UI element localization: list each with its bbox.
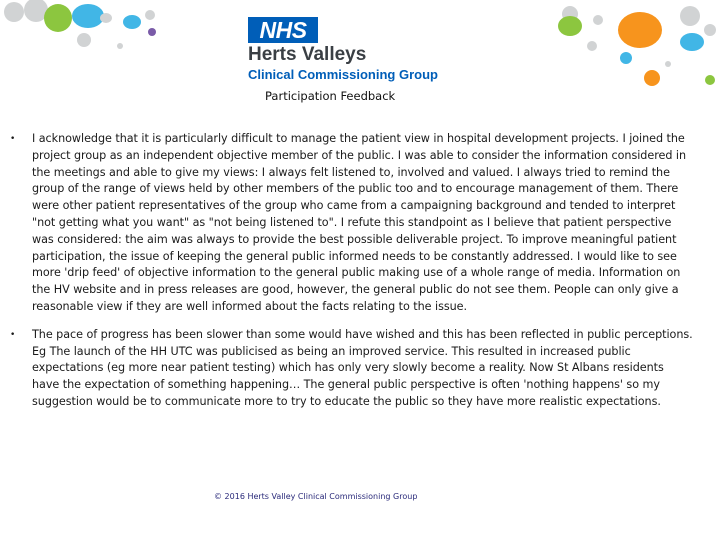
bullet-marker: •	[10, 329, 16, 340]
org-name: Herts Valleys	[248, 44, 367, 65]
page-title: Participation Feedback	[265, 89, 396, 103]
nhs-logo-mark	[248, 17, 318, 43]
feedback-list	[0, 131, 720, 422]
list-item	[0, 327, 720, 411]
bullet-text: The pace of progress has been slower than some would have wished and this has been reflected in public perceptions. Eg The launch of the HH UTC was publicised as being an improved service. This resulted in increased public expectations (eg more near patient testing) which has only very slowly become a reality. Now St Albans residents have the expectation of something happening… The general public perspective is often 'nothing happens' so my suggestion would be to communicate more to try to educate the public so they have more realistic expectations.	[32, 327, 693, 408]
nhs-logo-text: NHS	[259, 16, 307, 43]
list-item	[0, 131, 720, 316]
bullet-text: I acknowledge that it is particularly difficult to manage the patient view in hospital development projects. I joined the project group as an independent objective member of the public. I was able to consider the information considered in the meetings and able to give my views: I always felt listened to, involved and valued. I always tried to remind the group of the range of views held by other members of the public too and to encourage management of them. There were other patient representatives of the group who came from a campaigning background and tended to interpret "not getting what you want" as "not being listened to". I refute this standpoint as I believe that patient perspective was considered: the aim was always to provide the best possible deliverable project. To improve meaningful patient participation, the issue of keeping the general public informed needs to be constantly addressed. I would like to see more 'drip feed' of objective information to the general public making use of a whole range of media. Information on the HV website and in press releases are good, however, the general public do not see them. People can only give a reasonable view if they are well informed about the facts relating to the issue.	[32, 132, 686, 313]
decorative-dots-left	[0, 0, 200, 60]
decorative-dots-right	[540, 0, 720, 95]
copyright-footer: © 2016 Herts Valley Clinical Commissioning Group	[214, 492, 418, 501]
org-subtitle: Clinical Commissioning Group	[248, 67, 438, 82]
nhs-logo	[248, 17, 448, 87]
bullet-marker: •	[10, 134, 16, 144]
